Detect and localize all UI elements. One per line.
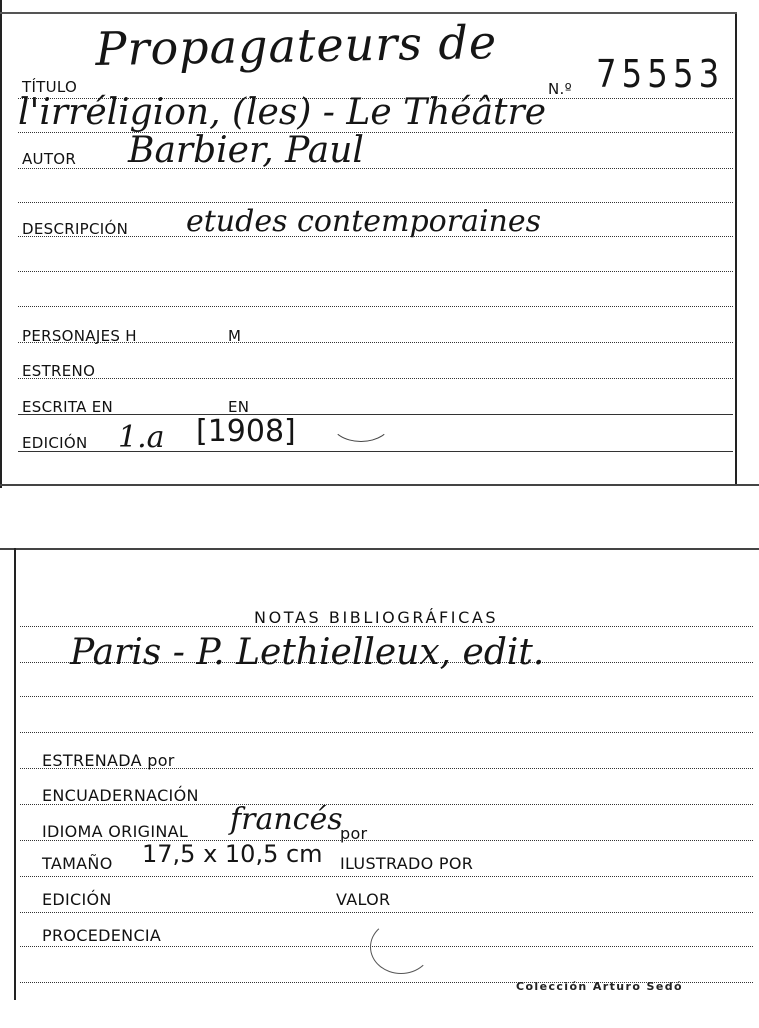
estrenada-label: ESTRENADA por xyxy=(42,751,175,770)
descripcion-value: etudes contemporaines xyxy=(186,204,542,239)
stamp-mark xyxy=(370,920,432,974)
rule-line xyxy=(18,271,733,272)
card-border-bottom xyxy=(0,484,759,486)
ilustrado-label: ILUSTRADO POR xyxy=(340,854,474,873)
rule-line xyxy=(18,306,733,307)
rule-line xyxy=(18,168,733,169)
idioma-label: IDIOMA ORIGINAL xyxy=(42,822,189,841)
procedencia-label: PROCEDENCIA xyxy=(42,926,162,945)
tamano-label: TAMAÑO xyxy=(42,854,113,873)
valor-label: VALOR xyxy=(336,890,391,909)
collection-credit: Colección Arturo Sedó xyxy=(516,980,683,993)
card-border-top xyxy=(0,12,737,14)
numero-label: N.º xyxy=(548,80,572,98)
card-border-left xyxy=(14,548,16,1000)
card-border-top xyxy=(0,548,759,550)
titulo-label: TÍTULO xyxy=(22,78,78,96)
edicion-number: 1.a xyxy=(118,420,165,455)
notas-title: NOTAS BIBLIOGRÁFICAS xyxy=(254,608,499,627)
card-border-left xyxy=(0,0,2,488)
encuadernacion-label: ENCUADERNACIÓN xyxy=(42,786,199,805)
titulo-handwritten: Propagateurs de xyxy=(95,14,498,76)
rule-line xyxy=(20,912,753,913)
numero-value: 75553 xyxy=(596,52,725,96)
en-label: EN xyxy=(228,398,250,416)
tamano-value: 17,5 x 10,5 cm xyxy=(142,840,323,868)
rule-line xyxy=(20,876,753,877)
autor-label: AUTOR xyxy=(22,150,77,168)
descripcion-label: DESCRIPCIÓN xyxy=(22,220,129,238)
catalog-card-back xyxy=(14,548,759,1028)
edicion-label-back: EDICIÓN xyxy=(42,890,112,909)
card-border-right xyxy=(735,14,737,484)
catalog-card-front xyxy=(0,0,738,488)
notas-value: Paris - P. Lethielleux, edit. xyxy=(70,632,545,673)
personajes-label: PERSONAJES H xyxy=(22,327,137,345)
rule-line xyxy=(20,732,753,733)
rule-line xyxy=(18,202,733,203)
edicion-year: [1908] xyxy=(196,414,296,449)
rule-line xyxy=(20,696,753,697)
edicion-label: EDICIÓN xyxy=(22,434,88,452)
idioma-value: francés xyxy=(230,802,343,837)
titulo-continuation: l'irréligion, (les) - Le Théâtre xyxy=(18,92,547,133)
autor-value: Barbier, Paul xyxy=(128,130,364,171)
m-label: M xyxy=(228,327,242,345)
escrita-label: ESCRITA EN xyxy=(22,398,114,416)
por-label: por xyxy=(340,824,368,843)
estreno-label: ESTRENO xyxy=(22,362,96,380)
stamp-mark xyxy=(330,400,392,442)
rule-line xyxy=(18,378,733,379)
